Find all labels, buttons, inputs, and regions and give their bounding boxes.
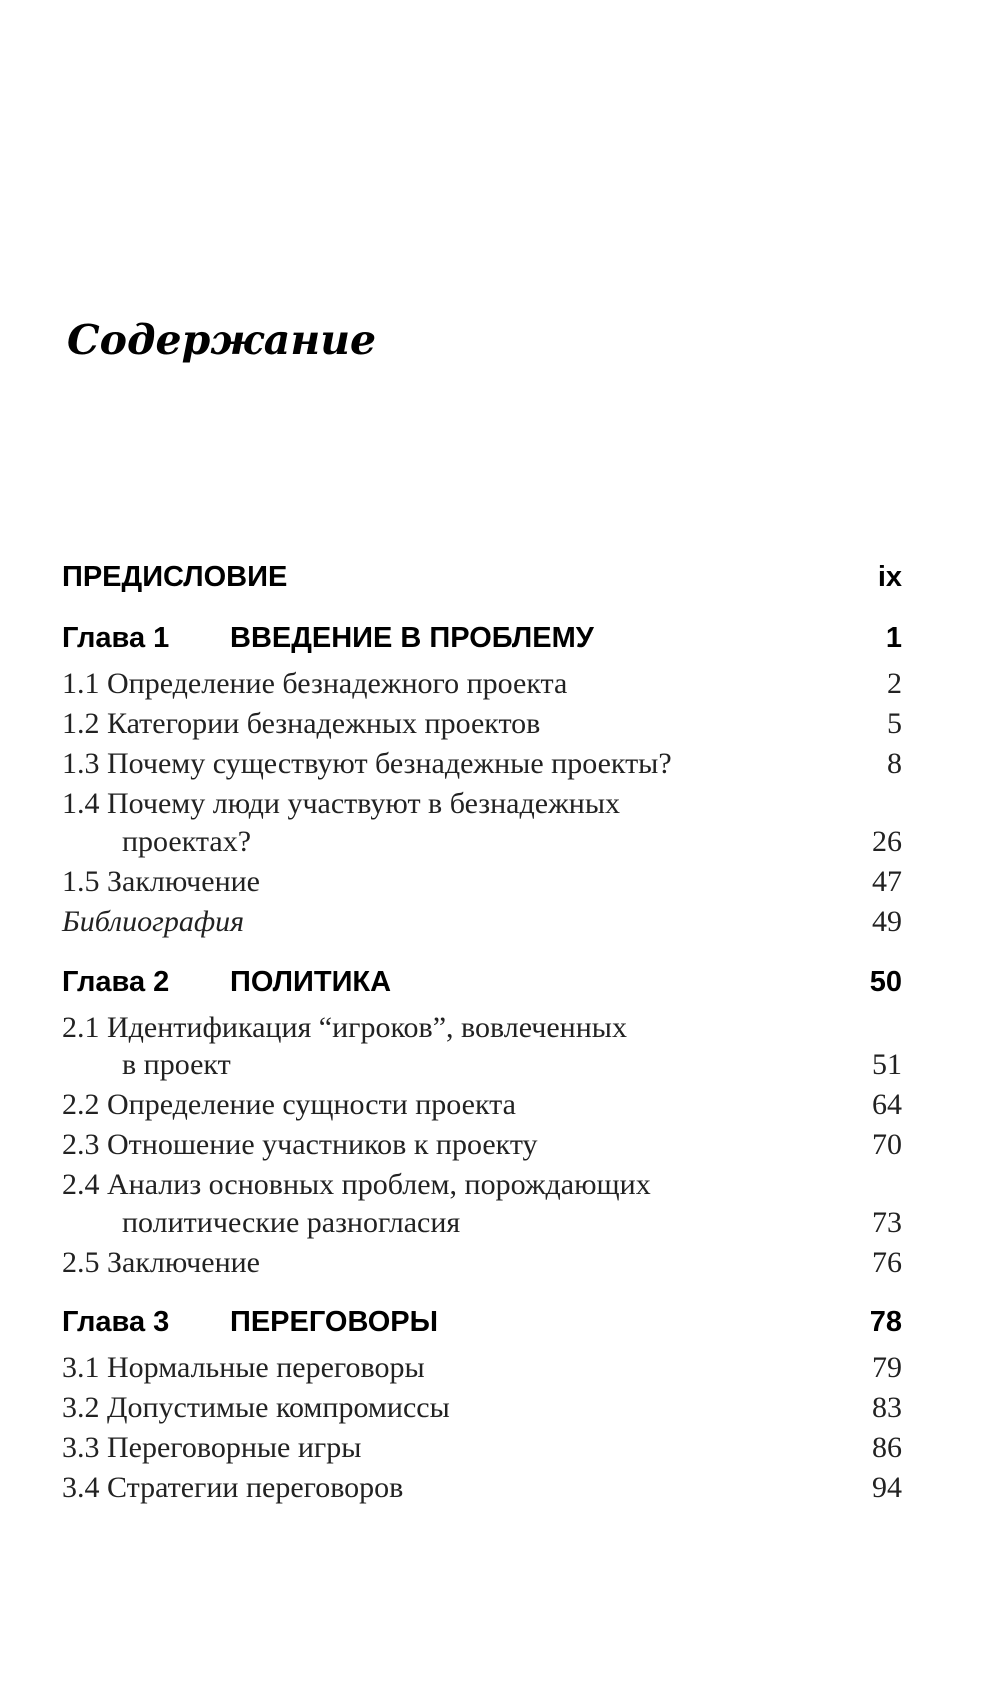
toc-chapter-1[interactable] [62,618,902,658]
entry-page: 76 [872,1246,902,1279]
entry-page: 8 [887,747,902,780]
entry-page: 47 [872,865,902,898]
entry-title: 2.5 Заключение [62,1246,260,1279]
toc-entry-1-1[interactable] [62,664,902,704]
entry-title: 2.4 Анализ основных проблем, порождающих [62,1168,651,1201]
chapter-title: ВВЕДЕНИЕ В ПРОБЛЕМУ [230,622,594,654]
toc-entry-2-5[interactable] [62,1243,902,1283]
toc-entry-3-1[interactable] [62,1348,902,1388]
toc-entry-2-1[interactable] [62,1008,902,1048]
entry-title: 1.5 Заключение [62,865,260,898]
chapter-number: Глава 3 [62,1306,170,1338]
entry-title: 3.4 Стратегии переговоров [62,1471,404,1504]
entry-title: 2.2 Определение сущности проекта [62,1088,516,1121]
entry-page: 70 [872,1128,902,1161]
entry-page: 83 [872,1391,902,1424]
entry-title: 1.3 Почему существуют безнадежные проекты? [62,747,672,780]
entry-page: 64 [872,1088,902,1121]
toc-chapter-2[interactable] [62,962,902,1002]
entry-title-continued: проектах? [122,825,252,858]
preface-label: ПРЕДИСЛОВИЕ [62,561,288,593]
bibliography-label: Библиография [62,905,245,938]
chapter-title: ПОЛИТИКА [230,966,392,998]
entry-title: 3.2 Допустимые компромиссы [62,1391,450,1424]
entry-page: 2 [887,667,902,700]
chapter-page: 78 [869,1306,902,1338]
toc-entry-2-4[interactable] [62,1165,902,1205]
preface-page: ix [877,561,902,593]
toc-entry-3-3[interactable] [62,1428,902,1468]
entry-title: 3.3 Переговорные игры [62,1431,362,1464]
entry-title-continued: в проект [122,1048,231,1081]
page-title: Содержание [67,316,377,364]
entry-title: 2.3 Отношение участников к проекту [62,1128,538,1161]
entry-title: 1.1 Определение безнадежного проекта [62,667,568,700]
entry-title-continued: политические разногласия [122,1206,461,1239]
toc-entry-1-3[interactable] [62,744,902,784]
bibliography-page: 49 [872,905,902,938]
chapter-number: Глава 2 [62,966,170,998]
toc-entry-1-2[interactable] [62,704,902,744]
toc-entry-1-5[interactable] [62,862,902,902]
chapter-title: ПЕРЕГОВОРЫ [230,1306,438,1338]
toc-entry-2-3[interactable] [62,1125,902,1165]
toc-entry-2-2[interactable] [62,1085,902,1125]
entry-title: 1.2 Категории безнадежных проектов [62,707,541,740]
entry-title: 2.1 Идентификация “игроков”, вовлеченных [62,1011,627,1044]
chapter-page: 1 [885,622,902,654]
entry-page: 73 [872,1206,902,1239]
toc-entry-3-2[interactable] [62,1388,902,1428]
entry-page: 26 [872,825,902,858]
toc-entry-2-1-cont[interactable] [62,1045,902,1085]
toc-entry-3-4[interactable] [62,1468,902,1508]
entry-page: 94 [872,1471,902,1504]
toc-chapter-3[interactable] [62,1302,902,1342]
toc-entry-1-4-cont[interactable] [62,822,902,862]
entry-title: 1.4 Почему люди участвуют в безнадежных [62,787,621,820]
entry-page: 86 [872,1431,902,1464]
toc-entry-1-4[interactable] [62,784,902,824]
toc-preface[interactable] [62,557,902,597]
toc-bibliography-1[interactable] [62,902,902,942]
toc-entry-2-4-cont[interactable] [62,1203,902,1243]
entry-page: 79 [872,1351,902,1384]
chapter-number: Глава 1 [62,622,170,654]
entry-page: 51 [872,1048,902,1081]
entry-title: 3.1 Нормальные переговоры [62,1351,425,1384]
chapter-page: 50 [869,966,902,998]
entry-page: 5 [887,707,902,740]
